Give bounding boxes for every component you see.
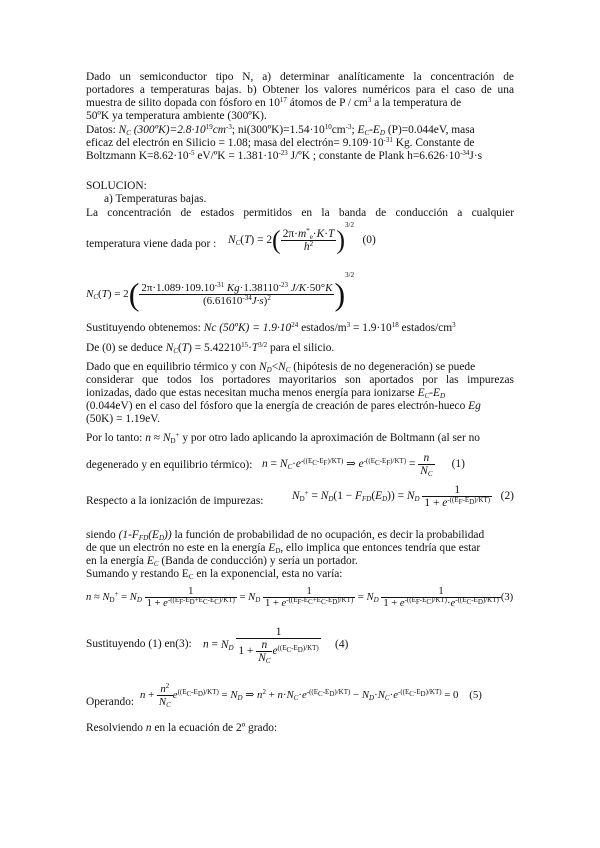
being-line-2: de que un electrón no este en la energía $E_D$, ello implica que entonces tendría que estar: [86, 542, 481, 555]
being-line-1: siendo $(1-F_{FD}(E_D))$ la función de probabilidad de no ocupación, es decir la probabilidad: [86, 529, 485, 542]
intro-line-2: portadores a temperaturas bajas. b) Obtener los valores numéricos para el caso de una: [86, 84, 514, 96]
hyp-line-2: considerar que todos los portadores mayoritarios son aportados por las impurezas: [86, 374, 514, 386]
deduce-line: De (0) se deduce $N_C(T) = 5.42210^{15}\cdot T^{3/2}$ para el silicio.: [86, 341, 335, 355]
equation-0: $N_C(T) = 2$( $\frac{2\pi\cdot m^*_e\cdot K\cdot T}{h^2}$ )$^{3/2}$ (0): [228, 221, 376, 255]
ionization-line: Respecto a la ionización de impurezas:: [86, 495, 264, 507]
data-line-1: Datos: $N_C$ $(300ºK)=2.8\cdot 10^{19}cm^{-3}$; $ni(300ºK)=1.54\cdot 10^{10}cm^{-3}$; $E_C-E_D$ (P)=0.044eV, masa: [86, 123, 475, 137]
data-line-2: eficaz del electrón en Silicio = 1.08; masa del electrón= $9.109\cdot 10^{-31}$ Kg. Constante de: [86, 136, 475, 149]
para-line-1: La concentración de estados permitidos en la banda de conducción a cualquier: [86, 207, 514, 219]
operating-line: Operando:: [86, 696, 135, 708]
therefore-line: Por lo tanto: $n \approx N_D^+$ y por otro lado aplicando la aproximación de Boltmann (al ser no: [86, 431, 480, 445]
intro-line-1: Dado un semiconductor tipo N, a) determinar analíticamente la concentración de: [86, 71, 514, 83]
item-a: a) Temperaturas bajas.: [104, 193, 207, 205]
para-line-2: temperatura viene dada por :: [86, 238, 217, 250]
hyp-line-1: Dado que en equilibrio térmico y con $N_D<N_C$ (hipótesis de no degeneración) se puede: [86, 361, 476, 374]
data-line-3: Boltzmann $K=8.62\cdot 10^{-5}$ eV/ºK = $1.381\cdot 10^{-23}$ J/ºK ; constante de Plank $h=6.626\cdot 10^{-34}J\cdot s$: [86, 149, 483, 162]
hyp-line-5: (50K) = 1.19eV.: [86, 413, 160, 425]
intro-line-4: 50ºK ya temperatura ambiente (300ºK).: [86, 110, 267, 122]
equation-1: $n = N_C\cdot e^{-((E_C-E_F)/KT)}$ ⇒ $e^{-((E_C-E_F)/KT)}$ = $\frac{n}{N_C}$ (1): [262, 452, 465, 478]
equation-2: $N_D^+ = N_D(1 - F_{FD}(E_D)) = N_D$ $\frac{1}{1 + e^{-((E_F-E_D)/KT)}}$ (2): [292, 484, 514, 509]
equation-0-numeric: $N_C(T) = 2$( $\frac{2\pi\cdot 1.089\cdot 109.10^{-31} Kg\cdot 1.38110^{-23} J/K\cdot 50^\circ K}{(6.61610^{-34}J\cdot s)^2}$ )$^{3/2}$: [86, 271, 355, 312]
hyp-line-4: (0.044eV) en el caso del fósforo que la energía de creación de pares electrón-hueco Eg: [86, 400, 481, 412]
equation-3: $n \approx N_D^+ = N_D$ $\frac{1}{1 + e^{-((E_F-E_D+E_C-E_C)/KT)}}$ = $N_D$ $\frac{1}{1 + e^{-((E_F-E_C+E_C-E_D)/KT)}}$ = $N_D$ $\frac{1}{1 + e^{-((E_F-E_C)/KT)}\cdot e^{-((E_C-E_D)/KT)}}$ (3): [86, 586, 514, 609]
sum-line: Sumando y restando $E_C$ en la exponencial, esta no varía:: [86, 568, 343, 581]
substituting-line: Sustituyendo (1) en(3):: [86, 638, 192, 650]
hyp-line-3: ionizadas, dado que estas necesitan mucha menos energía para ionizarse $E_C-E_D$: [86, 387, 446, 400]
equation-4: $n = N_D$ 1 1 + $\frac{n}{N_C}$ $e^{((E_C-E_D)/KT)}$ (4): [203, 626, 349, 665]
substitution-line: Sustituyendo obtenemos: Nc (50ºK) = $1.9\cdot 10^{24}$ estados/$m^3 = 1.9\cdot 10^{18}$ estados/$cm^3$: [86, 321, 456, 334]
solving-line: Resolviendo n en la ecuación de 2º grado:: [86, 722, 278, 734]
intro-line-3: muestra de silito dopada con fósforo en $10^{17}$ átomos de P / $cm^3$ a la temperatura de: [86, 96, 462, 109]
equation-5: n + $\frac{n^2}{N_C}$ $e^{((E_C-E_D)/KT)} = N_D$ ⇒ $n^2 + n\cdot N_C\cdot e^{-((E_C-E_D)/KT)} - N_D\cdot N_C\cdot e^{-((E_C-E_D)/KT)} = 0$ (5): [140, 682, 482, 709]
being-line-3: en la energía $E_C$ (Banda de conducción) y sería un portador.: [86, 555, 358, 568]
solution-heading: SOLUCION:: [86, 180, 147, 192]
degenerate-line: degenerado y en equilibrio térmico):: [86, 459, 253, 471]
